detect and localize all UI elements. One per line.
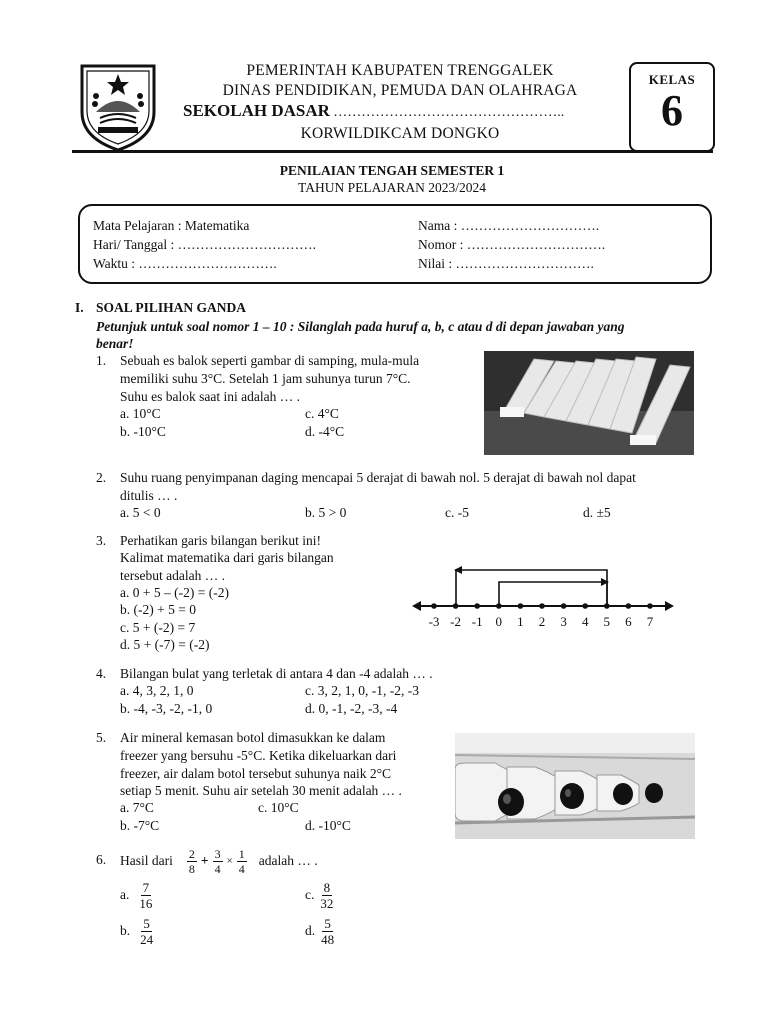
- q1-number: 1.: [96, 353, 107, 368]
- header-divider: [72, 150, 713, 153]
- exam-title: PENILAIAN TENGAH SEMESTER 1: [279, 163, 505, 178]
- time-field: Waktu : ………………………….: [93, 256, 277, 271]
- q6-option-c[interactable]: c. $\frac{8}{32}$: [305, 879, 334, 911]
- q4-option-d[interactable]: d. 0, -1, -2, -3, -4: [305, 701, 398, 716]
- q5-line1: Air mineral kemasan botol dimasukkan ke dalam: [120, 730, 386, 745]
- q5-line4: setiap 5 menit. Suhu air setelah 30 menit adalah … .: [120, 783, 402, 798]
- section-instruction: Petunjuk untuk soal nomor 1 – 10 : Silanglah pada huruf a, b, c atau d di depan jawaban yang: [96, 319, 625, 334]
- bottles-in-freezer-photo: [455, 733, 695, 839]
- number-line-tick: [539, 603, 545, 609]
- number-line-label: 4: [581, 614, 589, 629]
- q3-option-a[interactable]: a. 0 + 5 – (-2) = (-2): [120, 585, 229, 600]
- number-line-label: -1: [471, 614, 483, 629]
- q2-option-d[interactable]: d. ±5: [583, 505, 611, 520]
- section-instruction-cont: benar!: [96, 336, 134, 351]
- q1-line1: Sebuah es balok seperti gambar di samping, mula-mula: [120, 353, 420, 368]
- number-line-figure: [412, 560, 674, 632]
- number-line-label: 5: [603, 614, 611, 629]
- q2-option-a[interactable]: a. 5 < 0: [120, 505, 161, 520]
- q6-operator-plus: +: [200, 853, 209, 868]
- kelas-box: [629, 62, 715, 152]
- q6-expression: [120, 844, 318, 878]
- number-line-label: -2: [450, 614, 462, 629]
- q5-line2: freezer yang bersuhu -5°C. Ketika dikeluarkan dari: [120, 748, 397, 763]
- q6-option-d-fraction: $\frac{5}{48}$: [321, 915, 335, 947]
- kelas-label: KELAS: [648, 72, 696, 87]
- school-label: SEKOLAH DASAR: [183, 101, 330, 120]
- kelas-value: 6: [661, 86, 683, 135]
- number-line-label: 7: [646, 614, 654, 629]
- number-line-tick: [604, 603, 610, 609]
- q2-option-c[interactable]: c. -5: [445, 505, 469, 520]
- q6-operator-times: ×: [226, 855, 233, 867]
- jump-arrow-5-to-neg2: [456, 570, 607, 606]
- regency-emblem-icon: [78, 60, 158, 152]
- q1-option-b[interactable]: b. -10°C: [120, 424, 166, 439]
- q3-line3: tersebut adalah … .: [120, 568, 225, 583]
- q4-number: 4.: [96, 666, 107, 681]
- number-line-tick: [496, 603, 502, 609]
- left-arrow-icon: [412, 601, 421, 611]
- q4-option-b[interactable]: b. -4, -3, -2, -1, 0: [120, 701, 213, 716]
- q6-fraction-2: $\frac{3}{4}$: [214, 846, 221, 876]
- right-arrow-icon: [665, 601, 674, 611]
- date-field: Hari/ Tanggal : ………………………….: [93, 237, 317, 252]
- number-line-tick: [582, 603, 588, 609]
- q6-fraction-3: $\frac{1}{4}$: [238, 846, 245, 876]
- section-title: SOAL PILIHAN GANDA: [96, 300, 247, 315]
- number-line-tick: [453, 603, 459, 609]
- header-line-4: KORWILDIKCAM DONGKO: [300, 125, 500, 142]
- q1-option-c[interactable]: c. 4°C: [305, 406, 339, 421]
- school-dots: …………………………………………..: [333, 105, 565, 120]
- number-line-label: 2: [538, 614, 546, 629]
- q4-option-c[interactable]: c. 3, 2, 1, 0, -1, -2, -3: [305, 683, 419, 698]
- q1-option-a[interactable]: a. 10°C: [120, 406, 161, 421]
- q6-option-a[interactable]: a. $\frac{7}{16}$: [120, 879, 153, 911]
- q5-number: 5.: [96, 730, 107, 745]
- q6-option-d[interactable]: d. $\frac{5}{48}$: [305, 915, 335, 947]
- number-line-label: 1: [517, 614, 524, 629]
- q6-fraction-1: $\frac{2}{8}$: [188, 846, 195, 876]
- q4-line1: Bilangan bulat yang terletak di antara 4 dan -4 adalah … .: [120, 666, 433, 681]
- header-line-1: PEMERINTAH KABUPATEN TRENGGALEK: [246, 62, 554, 79]
- header-school: [183, 101, 564, 121]
- q6-option-a-fraction: $\frac{7}{16}$: [139, 879, 153, 911]
- q6-option-c-fraction: $\frac{8}{32}$: [320, 879, 334, 911]
- number-line-tick: [647, 603, 653, 609]
- number-line-tick: [474, 603, 480, 609]
- q6-option-b[interactable]: b. $\frac{5}{24}$: [120, 915, 154, 947]
- section-number: I.: [75, 300, 84, 315]
- q5-line3: freezer, air dalam botol tersebut suhunya naik 2°C: [120, 766, 392, 781]
- header-line-2: DINAS PENDIDIKAN, PEMUDA DAN OLAHRAGA: [222, 82, 578, 99]
- q3-option-d[interactable]: d. 5 + (-7) = (-2): [120, 637, 210, 652]
- number-line-label: 3: [560, 614, 567, 629]
- number-line-tick: [431, 603, 437, 609]
- q3-number: 3.: [96, 533, 107, 548]
- q6-number: 6.: [96, 852, 107, 867]
- q2-option-b[interactable]: b. 5 > 0: [305, 505, 347, 520]
- exam-year: TAHUN PELAJARAN 2023/2024: [298, 180, 486, 195]
- q5-option-a[interactable]: a. 7°C: [120, 800, 154, 815]
- number-field: Nomor : ………………………….: [418, 237, 606, 252]
- school-logo: [78, 60, 158, 152]
- number-line-label: 0: [495, 614, 503, 629]
- number-line-label: -3: [428, 614, 440, 629]
- q6-option-b-fraction: $\frac{5}{24}$: [140, 915, 154, 947]
- q1-option-d[interactable]: d. -4°C: [305, 424, 345, 439]
- q5-option-c[interactable]: c. 10°C: [258, 800, 299, 815]
- q2-line1: Suhu ruang penyimpanan daging mencapai 5 derajat di bawah nol. 5 derajat di bawah nol dapat: [120, 470, 636, 485]
- q1-line2: memiliki suhu 3°C. Setelah 1 jam suhunya turun 7°C.: [120, 371, 411, 386]
- q3-line1: Perhatikan garis bilangan berikut ini!: [120, 533, 321, 548]
- q1-line3: Suhu es balok saat ini adalah … .: [120, 389, 300, 404]
- q3-line2: Kalimat matematika dari garis bilangan: [120, 550, 334, 565]
- number-line-label: 6: [625, 614, 632, 629]
- q5-option-b[interactable]: b. -7°C: [120, 818, 160, 833]
- score-field: Nilai : ………………………….: [418, 256, 594, 271]
- name-field: Nama : ………………………….: [418, 218, 600, 233]
- q5-option-d[interactable]: d. -10°C: [305, 818, 351, 833]
- number-line-tick: [626, 603, 632, 609]
- q2-number: 2.: [96, 470, 107, 485]
- q3-option-c[interactable]: c. 5 + (-2) = 7: [120, 620, 196, 635]
- q6-prefix: Hasil dari: [120, 853, 173, 868]
- q6-suffix: adalah … .: [258, 853, 318, 868]
- number-line-tick: [561, 603, 567, 609]
- subject-field: Mata Pelajaran : Matematika: [93, 218, 250, 233]
- q3-option-b[interactable]: b. (-2) + 5 = 0: [120, 602, 196, 617]
- q4-option-a[interactable]: a. 4, 3, 2, 1, 0: [120, 683, 194, 698]
- number-line-tick: [518, 603, 524, 609]
- q2-line2: ditulis … .: [120, 488, 178, 503]
- ice-block-photo: [484, 351, 694, 455]
- jump-arrow-0-to-5: [499, 582, 607, 606]
